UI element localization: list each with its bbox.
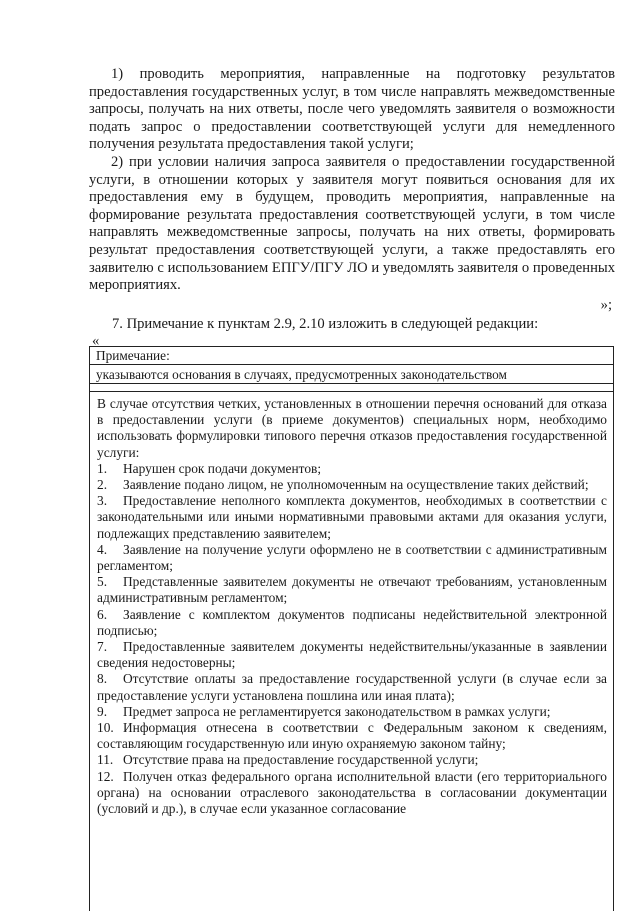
- list-item-text: Предоставленные заявителем документы недействительны/указанные в заявлении сведения недостоверны;: [97, 639, 607, 671]
- list-item-text: Заявление на получение услуги оформлено не в соответствии с административным регламентом;: [97, 541, 607, 574]
- list-item-text: Отсутствие права на предоставление государственной услуги;: [123, 752, 479, 768]
- list-item-number: 10.: [97, 720, 114, 736]
- list-item-text: Предоставление неполного комплекта документов, необходимых в соответствии с законодательными или иными нормативными правовыми актами для оказания услуги, подлежащих представлению заявителем;: [97, 493, 607, 541]
- list-item-number: 9.: [97, 703, 108, 719]
- table-lead-paragraph: В случае отсутствия четких, установленных в отношении перечня оснований для отказа в предоставлении услуги (в приеме документов) специальных норм, необходимо использовать формулировки типового перечня отказов предоставления государственной услуги:: [97, 396, 607, 460]
- list-item-number: 5.: [97, 574, 108, 590]
- intro-paragraph-1: 1) проводить мероприятия, направленные на подготовку результатов предоставления государственных услуг, в том числе направлять межведомственные запросы, получать на них ответы, после чего уведомлять заявителя о возможности подать запрос о предоставлении соответствующей услуги для немедленного получения результата предоставления такой услуги;: [89, 66, 615, 153]
- list-item: [97, 542, 607, 574]
- list-item: [97, 671, 607, 703]
- list-item-number: 2.: [97, 477, 108, 493]
- table-header-label: Примечание:: [96, 348, 170, 363]
- table-body-cell: [90, 392, 613, 817]
- list-item: [97, 493, 607, 542]
- table-subheader-text: указываются основания в случаях, предусмотренных законодательством: [96, 367, 507, 382]
- list-item-text: Информация отнесена в соответствии с Федеральным законом к сведениям, составляющим государственную или иную охраняемую законом тайну;: [97, 720, 607, 752]
- list-item-number: 4.: [97, 541, 108, 557]
- list-item: [97, 477, 607, 493]
- list-item-text: Нарушен срок подачи документов;: [123, 460, 322, 476]
- list-item-number: 3.: [97, 493, 108, 509]
- list-item-number: 8.: [97, 671, 108, 687]
- list-item: [97, 574, 607, 606]
- list-item-text: Отсутствие оплаты за предоставление государственной услуги (в случае если за предоставление услуги установлена пошлина или иная плата);: [97, 671, 607, 703]
- opening-quote: «: [92, 333, 100, 349]
- intro-paragraph-2: 2) при условии наличия запроса заявителя о предоставлении государственной услуги, в отношении которых у заявителя могут появиться основания для их предоставления ему в будущем, проводить мероприятия, направленные на формирование результата предоставления соответствующей услуги, в том числе направлять межведомственные запросы, получать на них ответы, формировать результат предоставления соответствующей услуги, а также предоставлять его заявителю с использованием ЕПГУ/ПГУ ЛО и уведомлять заявителя о проведенных мероприятиях.: [89, 153, 615, 294]
- intro-text: [89, 66, 615, 295]
- closing-quote: »;: [600, 297, 612, 313]
- section-heading: 7. Примечание к пунктам 2.9, 2.10 изложить в следующей редакции:: [112, 316, 539, 332]
- list-item-number: 12.: [97, 768, 114, 784]
- list-item-text: Заявление с комплектом документов подписаны недействительной электронной подписью;: [97, 606, 607, 638]
- list-item-number: 6.: [97, 606, 108, 622]
- list-item: [97, 769, 607, 818]
- list-item: [97, 607, 607, 639]
- list-item-number: 11.: [97, 752, 114, 768]
- list-item-number: 1.: [97, 460, 108, 476]
- table-spacer-row: [90, 384, 613, 392]
- list-item: [97, 639, 607, 671]
- table-subheader-row: [90, 365, 613, 384]
- note-table: [89, 346, 614, 911]
- list-item: [97, 752, 607, 768]
- list-item-text: Представленные заявителем документы не отвечают требованиям, установленным административным регламентом;: [97, 574, 607, 606]
- list-item-text: Заявление подано лицом, не уполномоченным на осуществление таких действий;: [123, 477, 589, 493]
- table-header-row: [90, 347, 613, 365]
- list-item: [97, 704, 607, 720]
- list-item-text: Получен отказ федерального органа исполнительной власти (его территориального органа) на основании отраслевого законодательства в согласовании документации (условий и др.), в случае если указанное согласование: [97, 768, 607, 817]
- list-item-text: Предмет запроса не регламентируется законодательством в рамках услуги;: [123, 703, 551, 719]
- list-item: [97, 461, 607, 477]
- list-item: [97, 720, 607, 752]
- list-item-number: 7.: [97, 639, 108, 655]
